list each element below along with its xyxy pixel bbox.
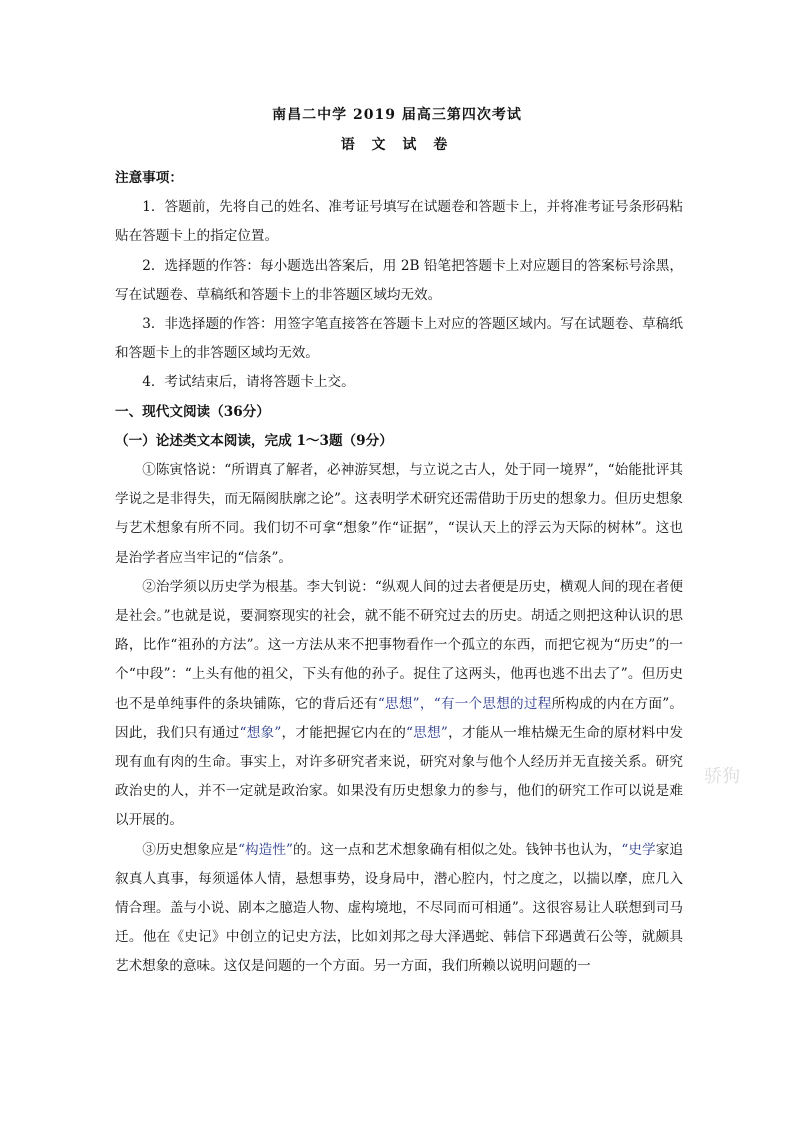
p3-text-c: 的。这一点和艺术想象确有相似之处。钱钟书也认为， [292,841,622,858]
notice-heading: 注意事项： [115,170,183,186]
watermark: 骄狗 [704,766,740,787]
notice-item-2: 2．选择题的作答：每小题选出答案后，用 2B 铅笔把答题卡上对应题目的答案标号涂黑，写在试题卷、草稿纸和答题卡上的非答题区域均无效。 [115,257,683,303]
p2-text-a: ②治学须以历史学为根基。李大钊说：“纵观人间的过去者便是历史，横观人间的现在者便是社会。”也就是说，要洞察现实的社会，就不能不研究过去的历史。胡适之则把这种认识的思路，比作“祖孙的方法”。这一方法从来不把事物看作一个孤立的东西，而把它视为“历史”的一个“中段”：“上头有他的祖父，下头有他的孙子。捉住了这两头，他再也逃不出去了”。但历史也不是单纯事件的条块铺陈，它的背后还有 [115,578,683,712]
p3-quote-historian: “史学 [621,841,656,858]
section-heading: 一、现代文阅读（36分） [115,403,270,420]
p2-text-e: ，才能把握它内在的 [281,724,407,741]
p2-quote-imagination: “想象” [239,724,282,741]
notice-item-4: 4．考试结束后，请将答题卡上交。 [142,374,355,391]
notice-item-1: 1．答题前，先将自己的姓名、准考证号填写在试题卷和答题卡上，并将准考证号条形码粘贴在答题卡上的指定位置。 [115,199,683,245]
p2-text-c: 所构成的内在方面”。因此，我们只有通过 [115,695,684,741]
subsection-heading: （一）论述类文本阅读，完成 1～3题（9分） [115,432,393,449]
exam-content [115,164,683,982]
p2-quote-thought-process: “思想”，“有一个思想的过程 [377,695,552,712]
p3-quote-constructive: “构造性” [237,841,293,858]
exam-title: 南昌二中学 2019 届高三第四次考试 [272,107,522,123]
passage-paragraph-2 [115,573,683,836]
exam-subtitle: 语 文 试 卷 [340,137,454,153]
p2-text-g: ，才能从一堆枯燥无生命的原材料中发现有血有肉的生命。事实上，对许多研究者来说，研究对象与他个人经历并无直接关系。研究政治史的人，并不一定就是政治家。如果没有历史想象力的参与，他们的研究工作可以说是难以开展的。 [115,724,684,829]
passage-paragraph-1: ①陈寅恪说：“所谓真了解者，必神游冥想，与立说之古人，处于同一境界”，“始能批评其学说之是非得失，而无隔阂肤廓之论”。这表明学术研究还需借助于历史的想象力。但历史想象与艺术想象有所不同。我们切不可拿“想象”作“证据”，“误认天上的浮云为天际的树林”。这也是治学者应当牢记的“信条”。 [115,462,683,566]
p3-text-a: ③历史想象应是 [142,841,238,858]
p2-quote-thought: “思想” [406,724,448,741]
p3-text-e: 家追叙真人真事，每须遥体人情，悬想事势，设身局中，潜心腔内，忖之度之，以揣以摩，庶几入情合理。盖与小说、剧本之臆造人物、虚构境地，不尽同而可相通”。这很容易让人联想到司马迁。他在《史记》中创立的记史方法，比如刘邦之母大泽遇蛇、韩信下邳遇黄石公等，就颇具艺术想象的意味。这仅是问题的一个方面。另一方面，我们所赖以说明问题的一 [115,841,684,975]
passage-paragraph-3 [115,836,683,982]
notice-item-3: 3．非选择题的作答：用签字笔直接答在答题卡上对应的答题区域内。写在试题卷、草稿纸和答题卡上的非答题区域均无效。 [115,316,683,362]
